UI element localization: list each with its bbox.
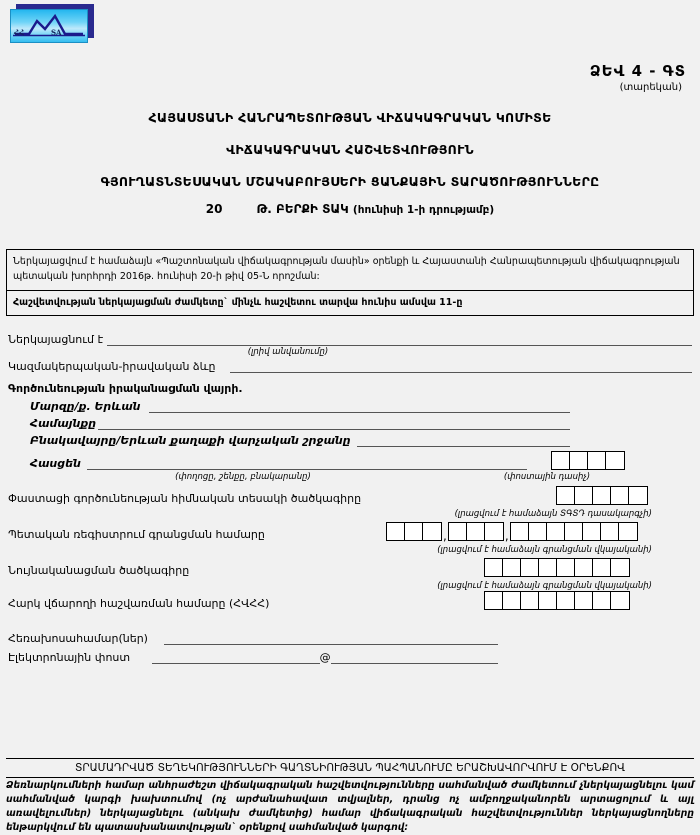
cell-group[interactable] (386, 522, 442, 541)
logo-text-hh: ՀՀ (14, 28, 25, 37)
input-cell[interactable] (575, 487, 593, 504)
year-prefix: 20 (205, 202, 223, 216)
input-cell[interactable] (575, 559, 593, 576)
field-settlement (8, 434, 570, 447)
cell-group[interactable] (510, 522, 638, 541)
registration-number-cells[interactable] (386, 522, 638, 541)
input-cell[interactable] (629, 487, 647, 504)
legal-notice-box (6, 249, 694, 316)
settlement-label: Բնակավայրը/Երևան քաղաքի վարչական շրջանը (30, 434, 351, 447)
submitted-by-label: Ներկայացնում է (8, 333, 104, 346)
field-legal-form (8, 360, 692, 373)
legal-notice-text: Ներկայացվում է համաձայն «Պաշտոնական վիճակագրության մասին» օրենքի և Հայաստանի Հանրապետության վիճակագրության պետական խորհրդի 2016թ. հունիսի 20-ի թիվ 05-Ն որոշման: (7, 250, 693, 291)
input-cell[interactable] (511, 523, 529, 540)
address-captions-row (8, 472, 692, 482)
input-cell[interactable] (575, 592, 593, 609)
postal-code-cells[interactable] (551, 451, 625, 470)
postal-caption: (փոստային դասիչ) (503, 472, 591, 482)
input-cell[interactable] (557, 487, 575, 504)
title-year-row (0, 202, 700, 216)
field-community (8, 417, 570, 430)
input-cell[interactable] (570, 452, 588, 469)
submitted-by-input[interactable] (107, 334, 692, 346)
input-cell[interactable] (601, 523, 619, 540)
penalty-warning-text: Ձեռնարկումների համար անհրաժեշտ վիճակագրական հաշվետվությունները սահմանված ժամկետում չներկայացնելու կամ սահմանված կարգի խախտումով (ոչ արժանահավատ տվյալներ, դրանց ոչ ամբողջականորեն արտացոլում և այլ առավելումներ) ներկայացնելու (անկախ ժամկետից) համար վիճակագրական հաշվետվություններ ներկայացնողները ենթարկվում են պատասխանատվության` օրենքով սահմանված կարգով: (6, 780, 694, 833)
community-input[interactable] (98, 418, 570, 430)
logo-text-sa: SA (51, 28, 62, 37)
registration-caption: (լրացվում է համաձայն գրանցման վկայականի) (437, 545, 652, 555)
field-email (8, 651, 498, 664)
input-cell[interactable] (449, 523, 467, 540)
form-code-block (590, 62, 686, 93)
logo-chart-icon (10, 9, 88, 43)
input-cell[interactable] (611, 487, 629, 504)
document-titles (0, 110, 700, 216)
statistical-committee-logo (6, 4, 98, 46)
taxpayer-label: Հարկ վճարողի հաշվառման համարը (ՀՎՀՀ) (8, 597, 270, 610)
field-submitted-by (8, 333, 692, 346)
input-cell[interactable] (593, 487, 611, 504)
input-cell[interactable] (611, 592, 629, 609)
activity-code-caption: (լրացվում է համաձայն ՏԳՏԴ դասակարգչի) (454, 509, 652, 519)
title-report-type: ՎԻՃԱԿԱԳՐԱԿԱՆ ՀԱՇՎԵՏՎՈՒԹՅՈՒՆ (226, 142, 474, 157)
identification-label: Նույնականացման ծածկագիրը (8, 564, 190, 577)
field-activity-code (8, 492, 668, 505)
input-cell[interactable] (485, 523, 503, 540)
address-label: Հասցեն (30, 457, 81, 470)
input-cell[interactable] (593, 559, 611, 576)
legal-form-label: Կազմակերպական-իրավական ձևը (8, 360, 216, 373)
field-taxpayer-number (8, 597, 668, 610)
input-cell[interactable] (485, 559, 503, 576)
submitted-by-caption: (լրիվ անվանումը) (247, 347, 329, 357)
input-cell[interactable] (552, 452, 570, 469)
input-cell[interactable] (557, 592, 575, 609)
field-region (8, 400, 570, 413)
field-identification-code (8, 564, 668, 577)
input-cell[interactable] (467, 523, 485, 540)
region-label: Մարզը/ք. Երևան (30, 400, 141, 413)
settlement-input[interactable] (357, 435, 570, 447)
input-cell[interactable] (557, 559, 575, 576)
field-registration-number (8, 528, 668, 541)
input-cell[interactable] (619, 523, 637, 540)
input-cell[interactable] (485, 592, 503, 609)
identification-code-cells[interactable] (484, 558, 630, 577)
confidentiality-banner-text: ՏՐԱՄԱԴՐՎԱԾ ՏԵՂԵԿՈՒԹՅՈՒՆՆԵՐԻ ԳԱՂՏՆԻՈՒԹՅԱՆ ՊԱՀՊԱՆՈՒՄԸ ԵՐԱՇԽԱՎՈՐՎՈՒՄ Է ՕՐԵՆՔՈՎ (74, 762, 626, 774)
email-domain-input[interactable] (331, 652, 498, 664)
community-label: Համայնքը (30, 417, 97, 430)
input-cell[interactable] (521, 592, 539, 609)
confidentiality-banner (6, 758, 694, 778)
form-code: ՁԵՎ 4 - ԳՏ (589, 62, 686, 80)
input-cell[interactable] (387, 523, 405, 540)
input-cell[interactable] (547, 523, 565, 540)
field-phone (8, 632, 498, 645)
input-cell[interactable] (611, 559, 629, 576)
input-cell[interactable] (405, 523, 423, 540)
year-note: (հունիսի 1-ի դրությամբ) (352, 204, 495, 216)
address-input[interactable] (87, 458, 527, 470)
legal-form-input[interactable] (230, 361, 693, 373)
cell-group-separator: , (443, 529, 447, 543)
input-cell[interactable] (593, 592, 611, 609)
input-cell[interactable] (606, 452, 624, 469)
input-cell[interactable] (503, 559, 521, 576)
activity-place-header: Գործունեության իրականացման վայրի. (8, 382, 243, 395)
email-user-input[interactable] (152, 652, 319, 664)
input-cell[interactable] (529, 523, 547, 540)
input-cell[interactable] (521, 559, 539, 576)
region-input[interactable] (149, 401, 570, 413)
identification-caption: (լրացվում է համաձայն գրանցման վկայականի) (437, 581, 652, 591)
form-periodicity: (տարեկան) (619, 82, 682, 93)
input-cell[interactable] (583, 523, 601, 540)
address-caption: (փողոցը, շենքը, բնակարանը) (175, 472, 311, 482)
form-fields (8, 331, 692, 664)
input-cell[interactable] (539, 559, 557, 576)
input-cell[interactable] (539, 592, 557, 609)
field-address (8, 451, 690, 470)
input-cell[interactable] (503, 592, 521, 609)
input-cell[interactable] (423, 523, 441, 540)
input-cell[interactable] (565, 523, 583, 540)
year-suffix: Թ. ԲԵՐՔԻ ՏԱԿ (256, 202, 349, 216)
input-cell[interactable] (588, 452, 606, 469)
phone-label: Հեռախոսահամար(ներ) (8, 632, 148, 645)
phone-input[interactable] (164, 633, 498, 645)
title-organization: ՀԱՅԱՍՏԱՆԻ ՀԱՆՐԱՊԵՏՈՒԹՅԱՆ ՎԻՃԱԿԱԳՐԱԿԱՆ ԿՈՄԻՏԵ (148, 110, 552, 125)
activity-code-cells[interactable] (556, 486, 648, 505)
cell-group[interactable] (448, 522, 504, 541)
submission-deadline-text: Հաշվետվության ներկայացման ժամկետը` մինչև հաշվետու տարվա հունիս ամսվա 11-ը (13, 297, 463, 309)
email-at-symbol: @ (319, 651, 331, 664)
activity-code-label: Փաստացի գործունեության հիմնական տեսակի ծածկագիրը (8, 492, 362, 505)
taxpayer-number-cells[interactable] (484, 591, 630, 610)
registration-label: Պետական ռեգիստրում գրանցման համարը (8, 528, 265, 541)
page-title: ԳՅՈՒՂԱՏՆՏԵՍԱԿԱՆ ՄՇԱԿԱԲՈՒՅՍԵՐԻ ՑԱՆՔԱՅԻՆ ՏԱՐԱԾՈՒԹՅՈՒՆՆԵՐԸ (100, 174, 600, 189)
email-label: Էլեկտրոնային փոստ (8, 651, 131, 664)
cell-group-separator: , (504, 529, 509, 543)
